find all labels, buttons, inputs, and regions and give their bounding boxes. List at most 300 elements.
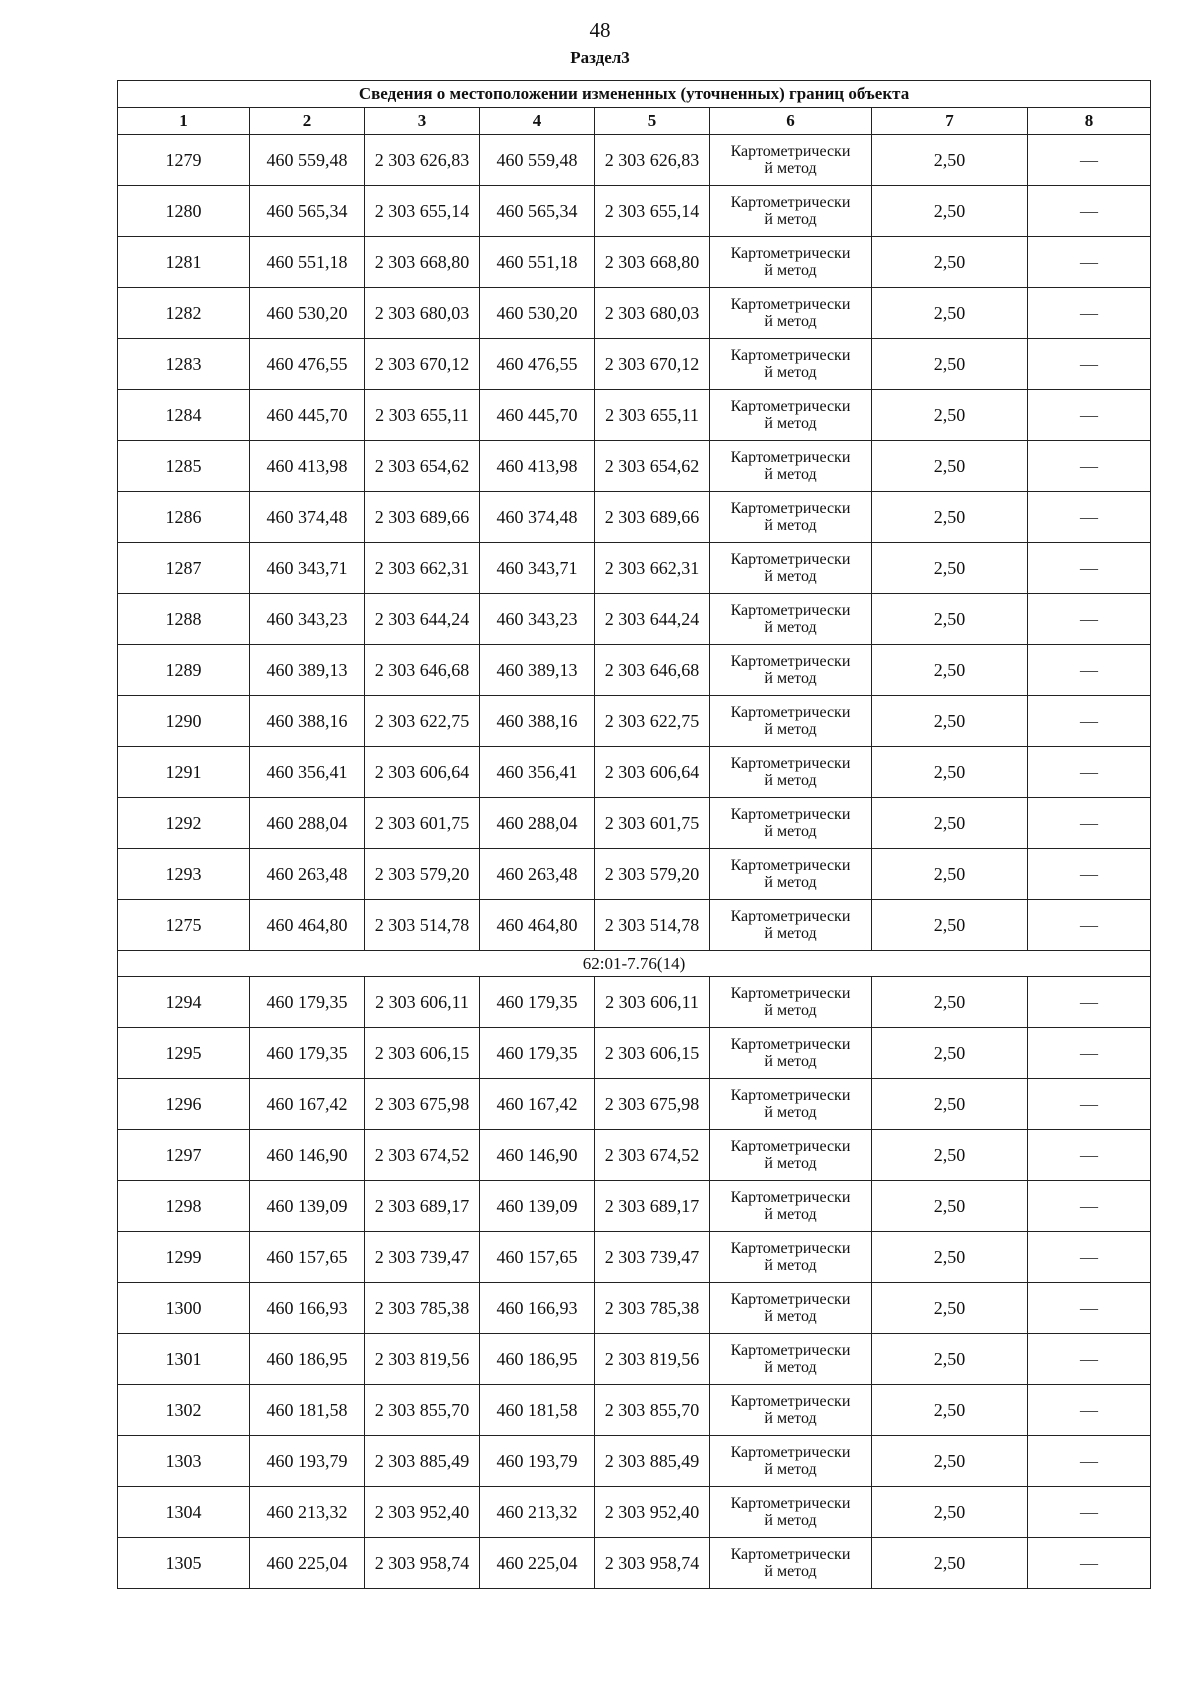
y-coordinate-cell: 2 303 689,17 <box>365 1181 480 1232</box>
accuracy-cell: 2,50 <box>872 1334 1028 1385</box>
method-line: Картометрически <box>730 1393 851 1410</box>
method-line: Картометрически <box>730 653 851 670</box>
method-line: Картометрически <box>730 1291 851 1308</box>
x-coordinate-cell: 460 181,58 <box>250 1385 365 1436</box>
y-refined-cell: 2 303 855,70 <box>595 1385 710 1436</box>
x-refined-cell: 460 166,93 <box>480 1283 595 1334</box>
x-refined-cell: 460 193,79 <box>480 1436 595 1487</box>
x-coordinate-cell: 460 551,18 <box>250 237 365 288</box>
x-coordinate-cell: 460 559,48 <box>250 135 365 186</box>
method-line: Картометрически <box>730 755 851 772</box>
y-refined-cell: 2 303 689,66 <box>595 492 710 543</box>
point-number-cell: 1302 <box>118 1385 250 1436</box>
method-line: й метод <box>764 568 817 585</box>
method-line: й метод <box>764 619 817 636</box>
y-coordinate-cell: 2 303 675,98 <box>365 1079 480 1130</box>
y-coordinate-cell: 2 303 680,03 <box>365 288 480 339</box>
y-coordinate-cell: 2 303 885,49 <box>365 1436 480 1487</box>
accuracy-cell: 2,50 <box>872 1283 1028 1334</box>
y-coordinate-cell: 2 303 958,74 <box>365 1538 480 1589</box>
x-refined-cell: 460 530,20 <box>480 288 595 339</box>
x-coordinate-cell: 460 388,16 <box>250 696 365 747</box>
table-caption: Сведения о местоположении измененных (уточненных) границ объекта <box>118 81 1151 108</box>
table-row <box>118 441 1151 492</box>
method-line: Картометрически <box>730 704 851 721</box>
method-line: й метод <box>764 211 817 228</box>
method-line: Картометрически <box>730 1546 851 1563</box>
description-cell: — <box>1028 339 1151 390</box>
method-cell <box>710 288 872 339</box>
method-line: Картометрически <box>730 1036 851 1053</box>
method-cell <box>710 543 872 594</box>
description-cell: — <box>1028 1538 1151 1589</box>
y-coordinate-cell: 2 303 606,15 <box>365 1028 480 1079</box>
table-row <box>118 900 1151 951</box>
method-line: й метод <box>764 1359 817 1376</box>
accuracy-cell: 2,50 <box>872 186 1028 237</box>
point-number-cell: 1298 <box>118 1181 250 1232</box>
x-refined-cell: 460 356,41 <box>480 747 595 798</box>
description-cell: — <box>1028 1028 1151 1079</box>
y-refined-cell: 2 303 644,24 <box>595 594 710 645</box>
point-number-cell: 1287 <box>118 543 250 594</box>
x-coordinate-cell: 460 167,42 <box>250 1079 365 1130</box>
accuracy-cell: 2,50 <box>872 798 1028 849</box>
description-cell: — <box>1028 1334 1151 1385</box>
y-refined-cell: 2 303 885,49 <box>595 1436 710 1487</box>
x-coordinate-cell: 460 445,70 <box>250 390 365 441</box>
table-row <box>118 977 1151 1028</box>
x-refined-cell: 460 288,04 <box>480 798 595 849</box>
accuracy-cell: 2,50 <box>872 390 1028 441</box>
y-refined-cell: 2 303 668,80 <box>595 237 710 288</box>
method-line: й метод <box>764 1002 817 1019</box>
x-refined-cell: 460 179,35 <box>480 977 595 1028</box>
description-cell: — <box>1028 747 1151 798</box>
table-row <box>118 288 1151 339</box>
x-refined-cell: 460 225,04 <box>480 1538 595 1589</box>
column-header: 5 <box>595 108 710 135</box>
method-cell <box>710 696 872 747</box>
table-row <box>118 1079 1151 1130</box>
y-coordinate-cell: 2 303 819,56 <box>365 1334 480 1385</box>
description-cell: — <box>1028 1283 1151 1334</box>
point-number-cell: 1284 <box>118 390 250 441</box>
accuracy-cell: 2,50 <box>872 849 1028 900</box>
method-line: Картометрически <box>730 1240 851 1257</box>
y-coordinate-cell: 2 303 670,12 <box>365 339 480 390</box>
method-line: Картометрически <box>730 806 851 823</box>
table-row <box>118 339 1151 390</box>
method-cell <box>710 594 872 645</box>
method-cell <box>710 900 872 951</box>
method-line: й метод <box>764 1104 817 1121</box>
method-line: й метод <box>764 925 817 942</box>
y-refined-cell: 2 303 675,98 <box>595 1079 710 1130</box>
method-line: й метод <box>764 874 817 891</box>
x-refined-cell: 460 551,18 <box>480 237 595 288</box>
y-refined-cell: 2 303 606,64 <box>595 747 710 798</box>
page-number: 48 <box>589 18 611 42</box>
x-coordinate-cell: 460 213,32 <box>250 1487 365 1538</box>
table-row <box>118 1130 1151 1181</box>
y-coordinate-cell: 2 303 601,75 <box>365 798 480 849</box>
x-coordinate-cell: 460 413,98 <box>250 441 365 492</box>
description-cell: — <box>1028 492 1151 543</box>
point-number-cell: 1288 <box>118 594 250 645</box>
method-cell <box>710 1436 872 1487</box>
description-cell: — <box>1028 186 1151 237</box>
method-cell <box>710 339 872 390</box>
y-coordinate-cell: 2 303 514,78 <box>365 900 480 951</box>
accuracy-cell: 2,50 <box>872 288 1028 339</box>
x-refined-cell: 460 139,09 <box>480 1181 595 1232</box>
column-header: 1 <box>118 108 250 135</box>
x-coordinate-cell: 460 166,93 <box>250 1283 365 1334</box>
method-cell <box>710 441 872 492</box>
x-coordinate-cell: 460 389,13 <box>250 645 365 696</box>
point-number-cell: 1294 <box>118 977 250 1028</box>
accuracy-cell: 2,50 <box>872 1487 1028 1538</box>
accuracy-cell: 2,50 <box>872 900 1028 951</box>
y-coordinate-cell: 2 303 655,14 <box>365 186 480 237</box>
table-row <box>118 543 1151 594</box>
x-refined-cell: 460 181,58 <box>480 1385 595 1436</box>
point-number-cell: 1283 <box>118 339 250 390</box>
accuracy-cell: 2,50 <box>872 237 1028 288</box>
method-line: Картометрически <box>730 1444 851 1461</box>
x-refined-cell: 460 413,98 <box>480 441 595 492</box>
method-cell <box>710 1181 872 1232</box>
point-number-cell: 1303 <box>118 1436 250 1487</box>
y-coordinate-cell: 2 303 662,31 <box>365 543 480 594</box>
x-refined-cell: 460 343,23 <box>480 594 595 645</box>
column-header: 2 <box>250 108 365 135</box>
y-refined-cell: 2 303 952,40 <box>595 1487 710 1538</box>
description-cell: — <box>1028 543 1151 594</box>
point-number-cell: 1299 <box>118 1232 250 1283</box>
point-number-cell: 1289 <box>118 645 250 696</box>
x-coordinate-cell: 460 356,41 <box>250 747 365 798</box>
x-coordinate-cell: 460 565,34 <box>250 186 365 237</box>
x-coordinate-cell: 460 225,04 <box>250 1538 365 1589</box>
table-row <box>118 1487 1151 1538</box>
table-row <box>118 1538 1151 1589</box>
y-coordinate-cell: 2 303 626,83 <box>365 135 480 186</box>
y-coordinate-cell: 2 303 855,70 <box>365 1385 480 1436</box>
method-line: й метод <box>764 721 817 738</box>
method-cell <box>710 1130 872 1181</box>
x-coordinate-cell: 460 343,71 <box>250 543 365 594</box>
method-line: Картометрически <box>730 985 851 1002</box>
column-header: 6 <box>710 108 872 135</box>
y-refined-cell: 2 303 662,31 <box>595 543 710 594</box>
x-refined-cell: 460 179,35 <box>480 1028 595 1079</box>
description-cell: — <box>1028 696 1151 747</box>
y-refined-cell: 2 303 655,14 <box>595 186 710 237</box>
x-refined-cell: 460 559,48 <box>480 135 595 186</box>
description-cell: — <box>1028 1181 1151 1232</box>
accuracy-cell: 2,50 <box>872 543 1028 594</box>
method-line: й метод <box>764 466 817 483</box>
x-coordinate-cell: 460 464,80 <box>250 900 365 951</box>
method-cell <box>710 135 872 186</box>
y-refined-cell: 2 303 646,68 <box>595 645 710 696</box>
column-number-row <box>118 108 1151 135</box>
accuracy-cell: 2,50 <box>872 492 1028 543</box>
accuracy-cell: 2,50 <box>872 1028 1028 1079</box>
y-refined-cell: 2 303 601,75 <box>595 798 710 849</box>
y-refined-cell: 2 303 579,20 <box>595 849 710 900</box>
x-refined-cell: 460 343,71 <box>480 543 595 594</box>
point-number-cell: 1296 <box>118 1079 250 1130</box>
point-number-cell: 1301 <box>118 1334 250 1385</box>
method-line: Картометрически <box>730 1189 851 1206</box>
x-refined-cell: 460 565,34 <box>480 186 595 237</box>
y-coordinate-cell: 2 303 622,75 <box>365 696 480 747</box>
method-cell <box>710 1385 872 1436</box>
point-number-cell: 1304 <box>118 1487 250 1538</box>
method-line: Картометрически <box>730 857 851 874</box>
method-cell <box>710 977 872 1028</box>
x-refined-cell: 460 146,90 <box>480 1130 595 1181</box>
section-title: Раздел3 <box>570 48 630 67</box>
method-line: Картометрически <box>730 143 851 160</box>
y-refined-cell: 2 303 819,56 <box>595 1334 710 1385</box>
method-line: й метод <box>764 1308 817 1325</box>
table-row <box>118 645 1151 696</box>
x-coordinate-cell: 460 374,48 <box>250 492 365 543</box>
table-row <box>118 186 1151 237</box>
point-number-cell: 1280 <box>118 186 250 237</box>
method-line: Картометрически <box>730 908 851 925</box>
table-caption-row <box>118 81 1151 108</box>
accuracy-cell: 2,50 <box>872 1079 1028 1130</box>
method-line: й метод <box>764 1257 817 1274</box>
point-number-cell: 1286 <box>118 492 250 543</box>
method-cell <box>710 1232 872 1283</box>
method-line: й метод <box>764 670 817 687</box>
description-cell: — <box>1028 594 1151 645</box>
x-coordinate-cell: 460 139,09 <box>250 1181 365 1232</box>
x-refined-cell: 460 263,48 <box>480 849 595 900</box>
point-number-cell: 1297 <box>118 1130 250 1181</box>
method-cell <box>710 798 872 849</box>
description-cell: — <box>1028 977 1151 1028</box>
accuracy-cell: 2,50 <box>872 696 1028 747</box>
description-cell: — <box>1028 1079 1151 1130</box>
accuracy-cell: 2,50 <box>872 594 1028 645</box>
method-line: й метод <box>764 160 817 177</box>
method-cell <box>710 390 872 441</box>
point-number-cell: 1291 <box>118 747 250 798</box>
x-coordinate-cell: 460 476,55 <box>250 339 365 390</box>
column-header: 4 <box>480 108 595 135</box>
table-row <box>118 594 1151 645</box>
group-label: 62:01-7.76(14) <box>118 951 1151 977</box>
method-line: Картометрически <box>730 1138 851 1155</box>
table-row <box>118 492 1151 543</box>
method-cell <box>710 645 872 696</box>
method-cell <box>710 1487 872 1538</box>
y-coordinate-cell: 2 303 952,40 <box>365 1487 480 1538</box>
boundary-coordinates-table <box>117 80 1151 1589</box>
description-cell: — <box>1028 135 1151 186</box>
y-refined-cell: 2 303 654,62 <box>595 441 710 492</box>
method-line: й метод <box>764 823 817 840</box>
description-cell: — <box>1028 1130 1151 1181</box>
x-refined-cell: 460 374,48 <box>480 492 595 543</box>
description-cell: — <box>1028 1232 1151 1283</box>
x-coordinate-cell: 460 179,35 <box>250 1028 365 1079</box>
y-refined-cell: 2 303 674,52 <box>595 1130 710 1181</box>
method-cell <box>710 1334 872 1385</box>
table-row <box>118 696 1151 747</box>
table-row <box>118 849 1151 900</box>
y-refined-cell: 2 303 680,03 <box>595 288 710 339</box>
method-line: й метод <box>764 1155 817 1172</box>
accuracy-cell: 2,50 <box>872 1538 1028 1589</box>
method-line: й метод <box>764 313 817 330</box>
point-number-cell: 1300 <box>118 1283 250 1334</box>
table-row <box>118 135 1151 186</box>
x-coordinate-cell: 460 263,48 <box>250 849 365 900</box>
y-coordinate-cell: 2 303 739,47 <box>365 1232 480 1283</box>
method-line: Картометрически <box>730 1342 851 1359</box>
y-refined-cell: 2 303 655,11 <box>595 390 710 441</box>
method-line: Картометрически <box>730 194 851 211</box>
accuracy-cell: 2,50 <box>872 1385 1028 1436</box>
x-coordinate-cell: 460 157,65 <box>250 1232 365 1283</box>
column-header: 7 <box>872 108 1028 135</box>
point-number-cell: 1279 <box>118 135 250 186</box>
y-coordinate-cell: 2 303 785,38 <box>365 1283 480 1334</box>
y-coordinate-cell: 2 303 644,24 <box>365 594 480 645</box>
table-row <box>118 747 1151 798</box>
description-cell: — <box>1028 237 1151 288</box>
description-cell: — <box>1028 900 1151 951</box>
x-refined-cell: 460 213,32 <box>480 1487 595 1538</box>
x-refined-cell: 460 388,16 <box>480 696 595 747</box>
table-row <box>118 1283 1151 1334</box>
method-line: Картометрически <box>730 398 851 415</box>
method-line: Картометрически <box>730 602 851 619</box>
description-cell: — <box>1028 849 1151 900</box>
y-refined-cell: 2 303 958,74 <box>595 1538 710 1589</box>
accuracy-cell: 2,50 <box>872 1181 1028 1232</box>
description-cell: — <box>1028 1487 1151 1538</box>
y-refined-cell: 2 303 689,17 <box>595 1181 710 1232</box>
table-row <box>118 1334 1151 1385</box>
accuracy-cell: 2,50 <box>872 441 1028 492</box>
method-line: й метод <box>764 1512 817 1529</box>
accuracy-cell: 2,50 <box>872 977 1028 1028</box>
x-coordinate-cell: 460 179,35 <box>250 977 365 1028</box>
y-refined-cell: 2 303 739,47 <box>595 1232 710 1283</box>
table-row <box>118 1232 1151 1283</box>
table-body <box>118 135 1151 1589</box>
table-row <box>118 1181 1151 1232</box>
point-number-cell: 1275 <box>118 900 250 951</box>
x-refined-cell: 460 389,13 <box>480 645 595 696</box>
x-coordinate-cell: 460 186,95 <box>250 1334 365 1385</box>
method-cell <box>710 1079 872 1130</box>
table-row <box>118 798 1151 849</box>
y-coordinate-cell: 2 303 668,80 <box>365 237 480 288</box>
x-refined-cell: 460 167,42 <box>480 1079 595 1130</box>
point-number-cell: 1282 <box>118 288 250 339</box>
y-coordinate-cell: 2 303 606,11 <box>365 977 480 1028</box>
group-row <box>118 951 1151 977</box>
x-refined-cell: 460 476,55 <box>480 339 595 390</box>
description-cell: — <box>1028 1385 1151 1436</box>
column-header: 8 <box>1028 108 1151 135</box>
x-refined-cell: 460 464,80 <box>480 900 595 951</box>
point-number-cell: 1295 <box>118 1028 250 1079</box>
description-cell: — <box>1028 390 1151 441</box>
accuracy-cell: 2,50 <box>872 135 1028 186</box>
method-line: Картометрически <box>730 347 851 364</box>
y-refined-cell: 2 303 622,75 <box>595 696 710 747</box>
y-coordinate-cell: 2 303 646,68 <box>365 645 480 696</box>
accuracy-cell: 2,50 <box>872 747 1028 798</box>
method-cell <box>710 492 872 543</box>
method-cell <box>710 237 872 288</box>
method-line: Картометрически <box>730 296 851 313</box>
point-number-cell: 1305 <box>118 1538 250 1589</box>
method-line: й метод <box>764 262 817 279</box>
method-line: й метод <box>764 364 817 381</box>
method-cell <box>710 186 872 237</box>
point-number-cell: 1290 <box>118 696 250 747</box>
method-line: Картометрически <box>730 551 851 568</box>
y-refined-cell: 2 303 670,12 <box>595 339 710 390</box>
method-line: й метод <box>764 1206 817 1223</box>
column-header: 3 <box>365 108 480 135</box>
x-coordinate-cell: 460 343,23 <box>250 594 365 645</box>
accuracy-cell: 2,50 <box>872 1130 1028 1181</box>
description-cell: — <box>1028 645 1151 696</box>
method-line: Картометрически <box>730 1087 851 1104</box>
point-number-cell: 1281 <box>118 237 250 288</box>
table-row <box>118 390 1151 441</box>
method-line: й метод <box>764 1563 817 1580</box>
method-line: Картометрически <box>730 449 851 466</box>
y-refined-cell: 2 303 606,11 <box>595 977 710 1028</box>
method-cell <box>710 849 872 900</box>
x-coordinate-cell: 460 193,79 <box>250 1436 365 1487</box>
y-coordinate-cell: 2 303 674,52 <box>365 1130 480 1181</box>
method-cell <box>710 747 872 798</box>
accuracy-cell: 2,50 <box>872 645 1028 696</box>
x-refined-cell: 460 445,70 <box>480 390 595 441</box>
description-cell: — <box>1028 798 1151 849</box>
table-row <box>118 1028 1151 1079</box>
y-coordinate-cell: 2 303 606,64 <box>365 747 480 798</box>
method-line: Картометрически <box>730 500 851 517</box>
table-row <box>118 1385 1151 1436</box>
y-coordinate-cell: 2 303 654,62 <box>365 441 480 492</box>
y-refined-cell: 2 303 785,38 <box>595 1283 710 1334</box>
point-number-cell: 1293 <box>118 849 250 900</box>
method-line: й метод <box>764 1410 817 1427</box>
point-number-cell: 1285 <box>118 441 250 492</box>
x-coordinate-cell: 460 530,20 <box>250 288 365 339</box>
y-refined-cell: 2 303 514,78 <box>595 900 710 951</box>
method-line: й метод <box>764 415 817 432</box>
y-refined-cell: 2 303 606,15 <box>595 1028 710 1079</box>
accuracy-cell: 2,50 <box>872 1232 1028 1283</box>
